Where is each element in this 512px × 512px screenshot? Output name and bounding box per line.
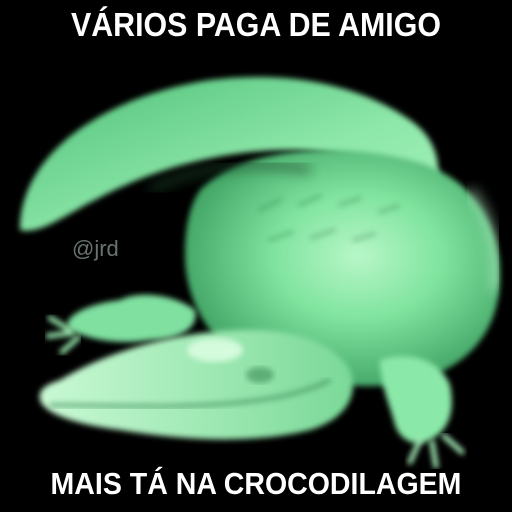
bottom-caption: MAIS TÁ NA CROCODILAGEM	[50, 466, 462, 501]
top-caption: VÁRIOS PAGA DE AMIGO	[71, 6, 441, 43]
watermark: @jrd	[72, 236, 119, 261]
